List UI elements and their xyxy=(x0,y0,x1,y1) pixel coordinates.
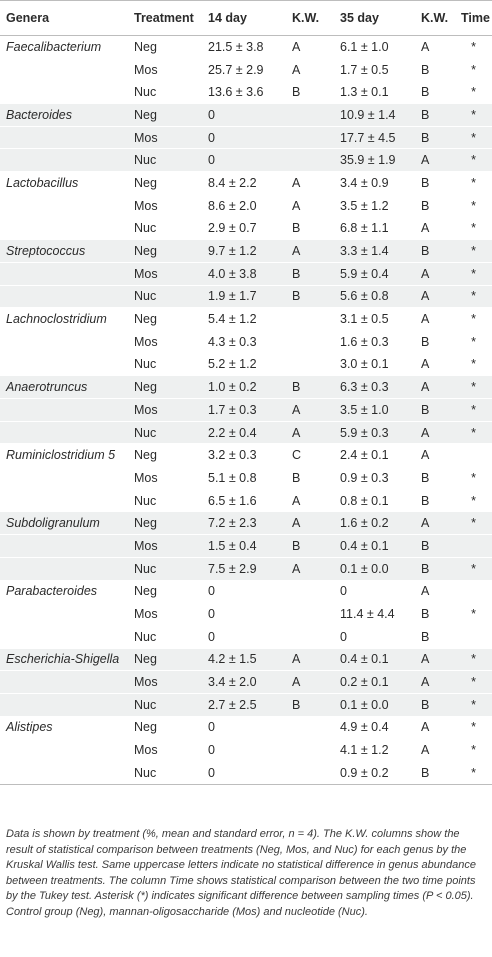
header-14-day: 14 day xyxy=(202,1,286,36)
cell-genus xyxy=(0,603,128,626)
cell-kw-35: B xyxy=(415,126,455,149)
cell-kw-14: A xyxy=(286,399,334,422)
cell-35-day: 1.3 ± 0.1 xyxy=(334,81,415,104)
cell-kw-14: B xyxy=(286,217,334,240)
table-row xyxy=(0,421,492,444)
cell-treatment: Neg xyxy=(128,376,202,399)
cell-genus: Lachnoclostridium xyxy=(0,308,128,331)
cell-time: * xyxy=(455,557,492,580)
cell-genus xyxy=(0,489,128,512)
cell-14-day: 8.6 ± 2.0 xyxy=(202,194,286,217)
cell-14-day: 5.4 ± 1.2 xyxy=(202,308,286,331)
cell-14-day: 0 xyxy=(202,625,286,648)
cell-time: * xyxy=(455,58,492,81)
cell-genus xyxy=(0,762,128,785)
cell-kw-14: A xyxy=(286,194,334,217)
cell-kw-14: A xyxy=(286,240,334,263)
cell-time: * xyxy=(455,240,492,263)
cell-35-day: 5.9 ± 0.4 xyxy=(334,262,415,285)
cell-kw-35: A xyxy=(415,671,455,694)
cell-treatment: Mos xyxy=(128,399,202,422)
table-row xyxy=(0,625,492,648)
cell-kw-35: B xyxy=(415,58,455,81)
cell-14-day: 4.2 ± 1.5 xyxy=(202,648,286,671)
cell-kw-14: A xyxy=(286,557,334,580)
cell-kw-35: B xyxy=(415,330,455,353)
cell-kw-35: A xyxy=(415,285,455,308)
cell-35-day: 35.9 ± 1.9 xyxy=(334,149,415,172)
cell-14-day: 0 xyxy=(202,762,286,785)
cell-genus: Lactobacillus xyxy=(0,172,128,195)
cell-kw-14: B xyxy=(286,467,334,490)
cell-35-day: 0.4 ± 0.1 xyxy=(334,648,415,671)
table-row xyxy=(0,399,492,422)
cell-35-day: 4.9 ± 0.4 xyxy=(334,716,415,739)
cell-14-day: 7.2 ± 2.3 xyxy=(202,512,286,535)
cell-14-day: 4.3 ± 0.3 xyxy=(202,330,286,353)
cell-kw-35: B xyxy=(415,194,455,217)
cell-kw-35: B xyxy=(415,172,455,195)
cell-time xyxy=(455,535,492,558)
cell-35-day: 3.0 ± 0.1 xyxy=(334,353,415,376)
cell-treatment: Mos xyxy=(128,126,202,149)
cell-14-day: 0 xyxy=(202,104,286,127)
table-row xyxy=(0,308,492,331)
cell-35-day: 0.4 ± 0.1 xyxy=(334,535,415,558)
cell-kw-35: B xyxy=(415,557,455,580)
cell-time: * xyxy=(455,762,492,785)
cell-time: * xyxy=(455,376,492,399)
cell-14-day: 0 xyxy=(202,739,286,762)
cell-14-day: 3.2 ± 0.3 xyxy=(202,444,286,467)
cell-genus xyxy=(0,353,128,376)
cell-time: * xyxy=(455,194,492,217)
cell-35-day: 6.1 ± 1.0 xyxy=(334,36,415,59)
cell-kw-35: A xyxy=(415,149,455,172)
cell-kw-14: A xyxy=(286,58,334,81)
cell-14-day: 4.0 ± 3.8 xyxy=(202,262,286,285)
cell-treatment: Nuc xyxy=(128,285,202,308)
cell-treatment: Nuc xyxy=(128,81,202,104)
cell-genus xyxy=(0,693,128,716)
cell-time: * xyxy=(455,421,492,444)
table-row xyxy=(0,36,492,59)
cell-kw-14: A xyxy=(286,421,334,444)
cell-genus xyxy=(0,557,128,580)
cell-35-day: 0.1 ± 0.0 xyxy=(334,557,415,580)
cell-14-day: 0 xyxy=(202,603,286,626)
cell-14-day: 6.5 ± 1.6 xyxy=(202,489,286,512)
cell-35-day: 0.1 ± 0.0 xyxy=(334,693,415,716)
cell-kw-35: B xyxy=(415,399,455,422)
table-header-row xyxy=(0,1,492,36)
cell-14-day: 3.4 ± 2.0 xyxy=(202,671,286,694)
cell-time: * xyxy=(455,172,492,195)
cell-time: * xyxy=(455,262,492,285)
cell-kw-14: B xyxy=(286,535,334,558)
cell-treatment: Nuc xyxy=(128,557,202,580)
cell-35-day: 0.9 ± 0.2 xyxy=(334,762,415,785)
cell-time: * xyxy=(455,603,492,626)
table-row xyxy=(0,716,492,739)
cell-genus xyxy=(0,149,128,172)
cell-genus: Parabacteroides xyxy=(0,580,128,603)
cell-genus xyxy=(0,625,128,648)
cell-treatment: Neg xyxy=(128,172,202,195)
cell-14-day: 0 xyxy=(202,580,286,603)
cell-genus xyxy=(0,58,128,81)
cell-14-day: 1.5 ± 0.4 xyxy=(202,535,286,558)
cell-kw-14: B xyxy=(286,693,334,716)
cell-35-day: 2.4 ± 0.1 xyxy=(334,444,415,467)
cell-kw-14 xyxy=(286,330,334,353)
cell-genus xyxy=(0,467,128,490)
cell-kw-14: A xyxy=(286,36,334,59)
cell-35-day: 3.3 ± 1.4 xyxy=(334,240,415,263)
cell-genus: Alistipes xyxy=(0,716,128,739)
cell-treatment: Neg xyxy=(128,648,202,671)
cell-treatment: Mos xyxy=(128,330,202,353)
cell-treatment: Nuc xyxy=(128,762,202,785)
cell-time: * xyxy=(455,648,492,671)
cell-treatment: Neg xyxy=(128,240,202,263)
table-row xyxy=(0,535,492,558)
cell-time: * xyxy=(455,739,492,762)
cell-treatment: Neg xyxy=(128,444,202,467)
cell-14-day: 0 xyxy=(202,716,286,739)
cell-time: * xyxy=(455,36,492,59)
cell-kw-14 xyxy=(286,126,334,149)
table-body xyxy=(0,36,492,785)
cell-35-day: 5.9 ± 0.3 xyxy=(334,421,415,444)
cell-treatment: Nuc xyxy=(128,149,202,172)
cell-kw-14: A xyxy=(286,512,334,535)
cell-treatment: Mos xyxy=(128,58,202,81)
cell-kw-14: A xyxy=(286,648,334,671)
table-row xyxy=(0,240,492,263)
cell-genus: Bacteroides xyxy=(0,104,128,127)
cell-kw-14 xyxy=(286,739,334,762)
table-row xyxy=(0,693,492,716)
cell-14-day: 7.5 ± 2.9 xyxy=(202,557,286,580)
cell-kw-14: B xyxy=(286,285,334,308)
cell-genus xyxy=(0,330,128,353)
cell-time xyxy=(455,580,492,603)
cell-35-day: 1.7 ± 0.5 xyxy=(334,58,415,81)
cell-kw-35: B xyxy=(415,240,455,263)
cell-14-day: 25.7 ± 2.9 xyxy=(202,58,286,81)
cell-genus xyxy=(0,262,128,285)
cell-genus xyxy=(0,81,128,104)
cell-35-day: 1.6 ± 0.3 xyxy=(334,330,415,353)
table-row xyxy=(0,81,492,104)
table-row xyxy=(0,557,492,580)
cell-kw-14 xyxy=(286,716,334,739)
cell-35-day: 17.7 ± 4.5 xyxy=(334,126,415,149)
cell-treatment: Neg xyxy=(128,716,202,739)
cell-kw-35: B xyxy=(415,489,455,512)
cell-kw-35: A xyxy=(415,217,455,240)
table-row xyxy=(0,126,492,149)
cell-genus xyxy=(0,739,128,762)
cell-35-day: 0.2 ± 0.1 xyxy=(334,671,415,694)
cell-time: * xyxy=(455,81,492,104)
cell-genus: Anaerotruncus xyxy=(0,376,128,399)
table-row xyxy=(0,330,492,353)
cell-14-day: 9.7 ± 1.2 xyxy=(202,240,286,263)
cell-kw-35: B xyxy=(415,603,455,626)
table-row xyxy=(0,217,492,240)
cell-time: * xyxy=(455,693,492,716)
cell-14-day: 2.7 ± 2.5 xyxy=(202,693,286,716)
table-row xyxy=(0,739,492,762)
cell-35-day: 1.6 ± 0.2 xyxy=(334,512,415,535)
cell-35-day: 3.4 ± 0.9 xyxy=(334,172,415,195)
cell-time: * xyxy=(455,126,492,149)
cell-genus xyxy=(0,421,128,444)
table-row xyxy=(0,648,492,671)
cell-time: * xyxy=(455,716,492,739)
cell-kw-35: A xyxy=(415,648,455,671)
cell-kw-35: A xyxy=(415,308,455,331)
header-kw-35: K.W. xyxy=(415,1,455,36)
cell-kw-14 xyxy=(286,353,334,376)
cell-kw-35: A xyxy=(415,262,455,285)
cell-treatment: Mos xyxy=(128,467,202,490)
cell-35-day: 3.5 ± 1.2 xyxy=(334,194,415,217)
cell-kw-14 xyxy=(286,104,334,127)
cell-kw-14 xyxy=(286,308,334,331)
cell-genus: Subdoligranulum xyxy=(0,512,128,535)
table-row xyxy=(0,376,492,399)
cell-kw-35: A xyxy=(415,353,455,376)
cell-kw-14: A xyxy=(286,172,334,195)
cell-genus: Streptococcus xyxy=(0,240,128,263)
cell-treatment: Nuc xyxy=(128,217,202,240)
cell-kw-14 xyxy=(286,603,334,626)
cell-35-day: 0.9 ± 0.3 xyxy=(334,467,415,490)
cell-treatment: Neg xyxy=(128,308,202,331)
cell-time: * xyxy=(455,353,492,376)
cell-kw-35: A xyxy=(415,580,455,603)
table-row xyxy=(0,58,492,81)
cell-14-day: 21.5 ± 3.8 xyxy=(202,36,286,59)
header-genera: Genera xyxy=(0,1,128,36)
cell-time: * xyxy=(455,217,492,240)
cell-genus: Ruminiclostridium 5 xyxy=(0,444,128,467)
cell-genus xyxy=(0,126,128,149)
table-row xyxy=(0,444,492,467)
cell-kw-35: B xyxy=(415,81,455,104)
table-footnote: Data is shown by treatment (%, mean and standard error, n = 4). The K.W. columns show the result of statistical comparison between treatments (Neg, Mos, and Nuc) for each genus by the Kruskal Wallis test. Same uppercase letters indicate no statistical difference in genus abundance between treatments. The column Time shows statistical comparison between the two time points by the Tukey test. Asterisk (*) indicates significant difference between sampling times (P < 0.05). Control group (Neg), mannan-oligosaccharide (Mos) and nucleotide (Nuc). xyxy=(6,828,476,918)
table-row xyxy=(0,353,492,376)
cell-35-day: 6.8 ± 1.1 xyxy=(334,217,415,240)
cell-genus xyxy=(0,671,128,694)
cell-14-day: 1.9 ± 1.7 xyxy=(202,285,286,308)
table-row xyxy=(0,671,492,694)
table-row xyxy=(0,194,492,217)
cell-time xyxy=(455,625,492,648)
cell-kw-14 xyxy=(286,580,334,603)
cell-treatment: Mos xyxy=(128,535,202,558)
cell-kw-35: A xyxy=(415,421,455,444)
cell-treatment: Neg xyxy=(128,512,202,535)
cell-treatment: Mos xyxy=(128,262,202,285)
cell-kw-35: A xyxy=(415,739,455,762)
cell-14-day: 5.1 ± 0.8 xyxy=(202,467,286,490)
table-row xyxy=(0,149,492,172)
cell-35-day: 0.8 ± 0.1 xyxy=(334,489,415,512)
cell-kw-35: B xyxy=(415,762,455,785)
cell-35-day: 6.3 ± 0.3 xyxy=(334,376,415,399)
cell-genus xyxy=(0,535,128,558)
table-row xyxy=(0,603,492,626)
cell-treatment: Nuc xyxy=(128,489,202,512)
cell-treatment: Mos xyxy=(128,194,202,217)
cell-kw-14: B xyxy=(286,81,334,104)
cell-kw-14 xyxy=(286,625,334,648)
cell-treatment: Mos xyxy=(128,603,202,626)
cell-kw-35: B xyxy=(415,625,455,648)
header-kw-14: K.W. xyxy=(286,1,334,36)
table-row xyxy=(0,285,492,308)
cell-kw-35: A xyxy=(415,36,455,59)
cell-time: * xyxy=(455,149,492,172)
cell-35-day: 11.4 ± 4.4 xyxy=(334,603,415,626)
cell-genus xyxy=(0,194,128,217)
cell-treatment: Nuc xyxy=(128,353,202,376)
table-row xyxy=(0,104,492,127)
cell-kw-35: A xyxy=(415,716,455,739)
cell-genus: Faecalibacterium xyxy=(0,36,128,59)
cell-time: * xyxy=(455,399,492,422)
cell-14-day: 8.4 ± 2.2 xyxy=(202,172,286,195)
table-row xyxy=(0,489,492,512)
cell-time xyxy=(455,444,492,467)
cell-35-day: 0 xyxy=(334,580,415,603)
cell-14-day: 1.7 ± 0.3 xyxy=(202,399,286,422)
cell-treatment: Nuc xyxy=(128,625,202,648)
cell-kw-35: A xyxy=(415,444,455,467)
cell-35-day: 4.1 ± 1.2 xyxy=(334,739,415,762)
cell-kw-35: B xyxy=(415,467,455,490)
cell-kw-14 xyxy=(286,149,334,172)
table-row xyxy=(0,762,492,785)
cell-35-day: 3.1 ± 0.5 xyxy=(334,308,415,331)
cell-kw-35: B xyxy=(415,535,455,558)
cell-time: * xyxy=(455,330,492,353)
cell-14-day: 5.2 ± 1.2 xyxy=(202,353,286,376)
cell-14-day: 0 xyxy=(202,126,286,149)
table-row xyxy=(0,262,492,285)
cell-time: * xyxy=(455,285,492,308)
table-row xyxy=(0,172,492,195)
table-row xyxy=(0,467,492,490)
cell-35-day: 5.6 ± 0.8 xyxy=(334,285,415,308)
header-35-day: 35 day xyxy=(334,1,415,36)
header-treatment: Treatment xyxy=(128,1,202,36)
cell-treatment: Nuc xyxy=(128,693,202,716)
cell-genus xyxy=(0,399,128,422)
cell-treatment: Mos xyxy=(128,671,202,694)
cell-kw-14: C xyxy=(286,444,334,467)
cell-kw-14: A xyxy=(286,489,334,512)
cell-treatment: Neg xyxy=(128,580,202,603)
table-row xyxy=(0,512,492,535)
cell-treatment: Mos xyxy=(128,739,202,762)
cell-35-day: 10.9 ± 1.4 xyxy=(334,104,415,127)
cell-14-day: 13.6 ± 3.6 xyxy=(202,81,286,104)
cell-14-day: 0 xyxy=(202,149,286,172)
cell-kw-35: B xyxy=(415,693,455,716)
cell-kw-35: A xyxy=(415,512,455,535)
cell-14-day: 1.0 ± 0.2 xyxy=(202,376,286,399)
cell-genus xyxy=(0,285,128,308)
cell-time: * xyxy=(455,467,492,490)
cell-treatment: Neg xyxy=(128,104,202,127)
cell-time: * xyxy=(455,489,492,512)
cell-35-day: 0 xyxy=(334,625,415,648)
cell-time: * xyxy=(455,671,492,694)
cell-treatment: Nuc xyxy=(128,421,202,444)
table-row xyxy=(0,580,492,603)
cell-treatment: Neg xyxy=(128,36,202,59)
cell-kw-35: A xyxy=(415,376,455,399)
cell-kw-14: B xyxy=(286,376,334,399)
cell-kw-14: A xyxy=(286,671,334,694)
header-time: Time xyxy=(455,1,492,36)
cell-kw-35: B xyxy=(415,104,455,127)
cell-35-day: 3.5 ± 1.0 xyxy=(334,399,415,422)
cell-genus: Escherichia-Shigella xyxy=(0,648,128,671)
cell-14-day: 2.2 ± 0.4 xyxy=(202,421,286,444)
cell-time: * xyxy=(455,308,492,331)
cell-time: * xyxy=(455,512,492,535)
cell-genus xyxy=(0,217,128,240)
cell-14-day: 2.9 ± 0.7 xyxy=(202,217,286,240)
cell-kw-14: B xyxy=(286,262,334,285)
cell-time: * xyxy=(455,104,492,127)
cell-kw-14 xyxy=(286,762,334,785)
